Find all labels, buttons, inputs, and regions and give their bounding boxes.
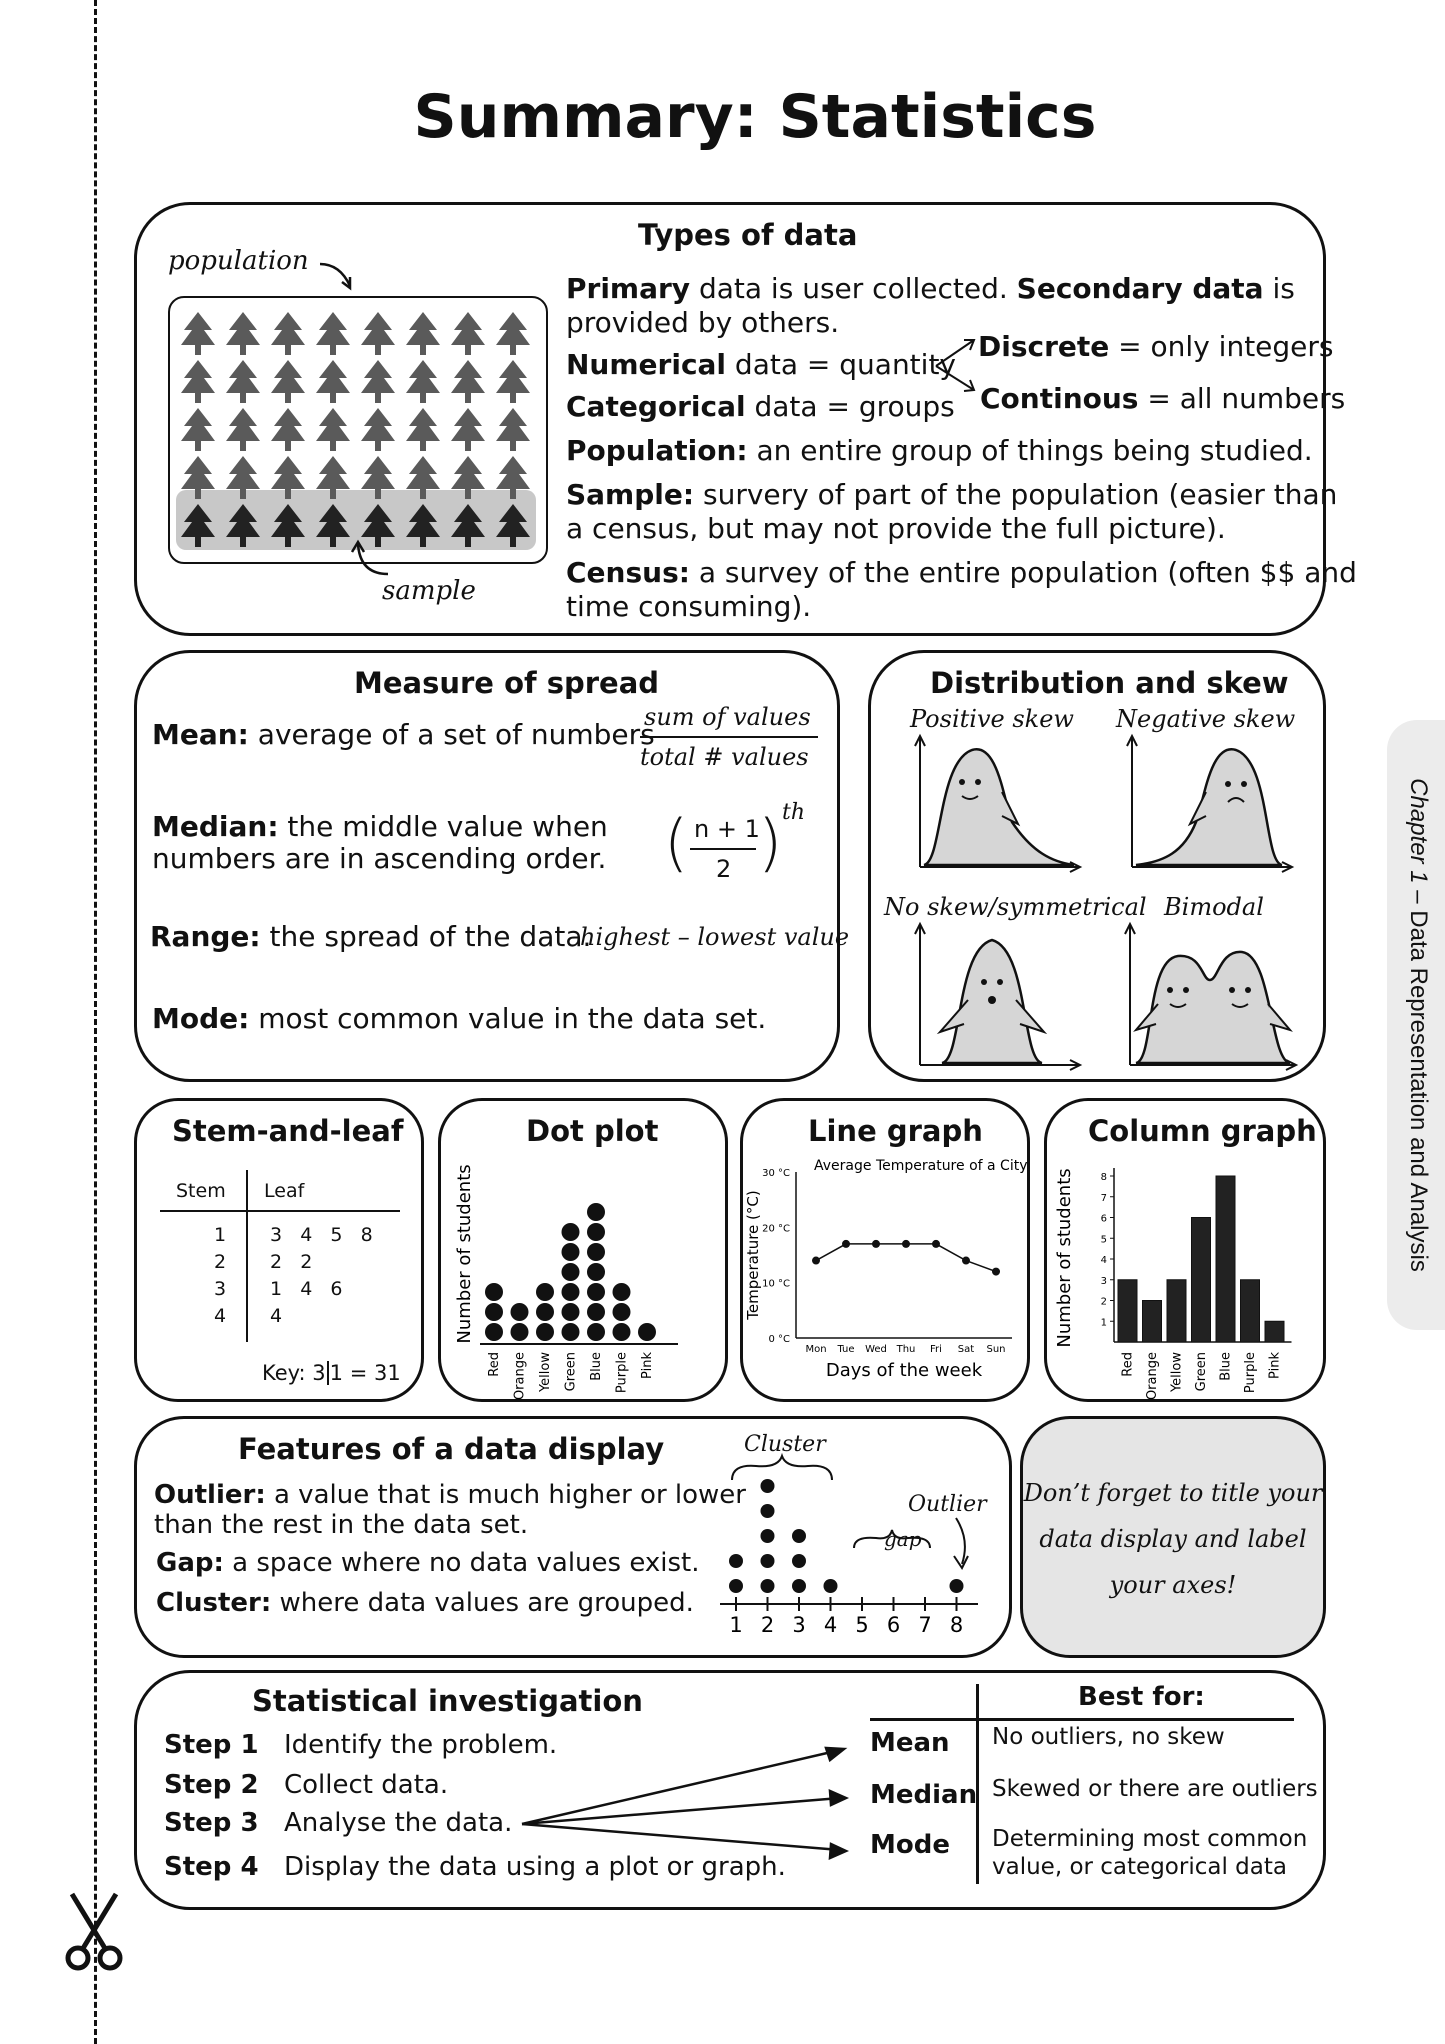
column-graph-ytick: 8	[1100, 1172, 1107, 1183]
tree-trunk	[420, 441, 426, 451]
gap-label: gap	[884, 1527, 922, 1551]
census-line-2: time consuming).	[566, 590, 812, 623]
tree-icon	[406, 360, 440, 393]
features-dot	[761, 1529, 775, 1543]
tree-trunk	[375, 345, 381, 355]
median-paren-left: (	[664, 806, 689, 879]
step-text: Collect data.	[284, 1770, 449, 1800]
tree-grid	[176, 304, 536, 554]
features-xtick: 6	[886, 1613, 901, 1637]
line-graph-point	[842, 1240, 850, 1248]
tree-icon	[226, 360, 260, 393]
dot-plot-ylabel: Number of students	[454, 1164, 475, 1344]
column-graph-ytick: 4	[1100, 1255, 1107, 1266]
population-arrow-icon	[318, 258, 354, 292]
bimodal-ghost	[1122, 920, 1302, 1070]
tree-icon	[226, 504, 260, 537]
dot-plot-dot	[485, 1323, 503, 1341]
tree-trunk	[510, 345, 516, 355]
column-graph-bar	[1118, 1280, 1137, 1342]
tree-icon	[406, 504, 440, 537]
tree-icon	[181, 312, 215, 345]
line-graph-xtick: Thu	[896, 1344, 916, 1355]
line-graph-point	[812, 1257, 820, 1265]
tree-trunk	[465, 393, 471, 403]
dot-plot-dot	[562, 1263, 580, 1281]
line-graph-point	[872, 1240, 880, 1248]
dot-plot-dot	[562, 1323, 580, 1341]
measure-best-for-2: value, or categorical data	[992, 1854, 1287, 1880]
line-graph-point	[932, 1240, 940, 1248]
range-formula: highest – lowest value	[580, 923, 850, 951]
measure-name: Median	[870, 1780, 978, 1810]
numerical-line: Numerical data = quantity	[566, 348, 956, 381]
line-graph-chart	[744, 1150, 1026, 1398]
dot-plot-dot	[587, 1203, 605, 1221]
dot-plot-dot	[613, 1283, 631, 1301]
features-xtick: 7	[918, 1613, 932, 1637]
tree-icon	[361, 408, 395, 441]
dot-plot-category: Orange	[512, 1352, 528, 1401]
tree-icon	[271, 312, 305, 345]
tree-icon	[181, 456, 215, 489]
column-graph-category: Red	[1120, 1352, 1136, 1377]
step-label: Step 3	[164, 1808, 259, 1838]
column-graph-category: Green	[1194, 1352, 1209, 1392]
cut-line	[94, 0, 97, 2044]
outlier-line: Outlier: a value that is much higher or lower	[154, 1480, 746, 1510]
dot-plot-dot	[613, 1323, 631, 1341]
sample-line: Sample: survery of part of the population (easier than	[566, 478, 1338, 511]
measure-best-for: Skewed or there are outliers	[992, 1776, 1318, 1802]
stem-value: 2	[214, 1251, 227, 1273]
mean-fraction-bar	[640, 736, 818, 738]
tree-icon	[496, 504, 530, 537]
tree-icon	[271, 504, 305, 537]
step-label: Step 4	[164, 1852, 259, 1882]
census-line: Census: a survey of the entire population (often $$ and	[566, 556, 1357, 589]
features-dot	[792, 1554, 806, 1568]
range-line: Range: the spread of the data.	[150, 920, 592, 953]
best-for-header-rule	[870, 1718, 1294, 1721]
column-graph-ytick: 1	[1100, 1317, 1107, 1329]
line-graph-ytick: 30 °C	[762, 1168, 790, 1179]
tree-icon	[226, 312, 260, 345]
tree-trunk	[240, 489, 246, 499]
features-dot	[761, 1554, 775, 1568]
stem-value: 1	[214, 1224, 227, 1246]
tree-trunk	[330, 537, 336, 547]
outlier-arrowhead	[954, 1556, 968, 1568]
tree-icon	[181, 360, 215, 393]
measure-best-for: No outliers, no skew	[992, 1724, 1225, 1750]
mean-numerator: sum of values	[644, 703, 811, 731]
dot-plot-dot	[562, 1303, 580, 1321]
sample-line-2: a census, but may not provide the full picture).	[566, 512, 1226, 545]
tree-trunk	[465, 489, 471, 499]
line-graph-ytick: 20 °C	[762, 1223, 790, 1235]
outlier-line-2: than the rest in the data set.	[154, 1510, 529, 1540]
column-graph-ytick: 7	[1100, 1192, 1107, 1204]
line-graph-xtick: Wed	[865, 1344, 887, 1355]
dot-plot-chart	[452, 1158, 722, 1401]
tree-trunk	[510, 441, 516, 451]
bimodal-label: Bimodal	[1164, 893, 1264, 921]
negative-skew-ghost	[1124, 732, 1294, 872]
best-for-header: Best for:	[1078, 1682, 1205, 1712]
tree-icon	[181, 504, 215, 537]
tree-trunk	[375, 441, 381, 451]
tree-trunk	[195, 489, 201, 499]
line-graph-subtitle: Average Temperature of a City	[814, 1158, 1028, 1174]
column-graph-category: Purple	[1243, 1352, 1258, 1394]
step-text: Identify the problem.	[284, 1730, 558, 1760]
median-denominator: 2	[716, 855, 732, 883]
tree-trunk	[285, 393, 291, 403]
features-dot	[792, 1579, 806, 1593]
line-graph-ylabel: Temperature (°C)	[744, 1190, 762, 1320]
tree-icon	[316, 456, 350, 489]
column-graph-ytick: 5	[1100, 1234, 1107, 1246]
tree-icon	[361, 504, 395, 537]
features-dot	[792, 1529, 806, 1543]
column-graph-chart	[1052, 1158, 1322, 1401]
features-heading: Features of a data display	[238, 1432, 665, 1466]
features-xtick: 3	[792, 1613, 806, 1637]
tree-trunk	[510, 537, 516, 547]
stem-leaf-row	[160, 1251, 400, 1278]
tree-icon	[406, 456, 440, 489]
tree-icon	[361, 312, 395, 345]
dot-plot-category: Pink	[640, 1352, 655, 1379]
line-graph-heading: Line graph	[808, 1114, 983, 1148]
tree-trunk	[465, 345, 471, 355]
dot-plot-dot	[613, 1303, 631, 1321]
column-graph-category: Pink	[1267, 1352, 1283, 1379]
stem-leaf-key: Key: 3 1 = 31	[262, 1361, 401, 1385]
column-graph-category: Blue	[1218, 1352, 1234, 1381]
outlier-label: Outlier	[908, 1492, 987, 1517]
column-graph-bar	[1265, 1321, 1284, 1342]
population-line: Population: an entire group of things being studied.	[566, 434, 1313, 467]
tree-icon	[316, 312, 350, 345]
dot-plot-dot	[485, 1303, 503, 1321]
tree-trunk	[240, 537, 246, 547]
column-graph-bar	[1192, 1218, 1211, 1343]
leaf-values: 4	[270, 1305, 283, 1327]
median-line: Median: the middle value when	[152, 810, 608, 843]
column-graph-bar	[1167, 1280, 1186, 1342]
tree-trunk	[465, 537, 471, 547]
column-graph-bar	[1216, 1176, 1235, 1342]
dot-plot-category: Purple	[614, 1352, 630, 1394]
measure-best-for: Determining most common	[992, 1826, 1308, 1852]
cluster-brace	[732, 1456, 832, 1480]
tree-icon	[271, 360, 305, 393]
line-graph-point	[992, 1268, 1000, 1276]
tree-trunk	[375, 393, 381, 403]
tree-trunk	[240, 441, 246, 451]
mean-line: Mean: average of a set of numbers	[152, 718, 655, 751]
leaf-values: 1 4 6	[270, 1278, 343, 1300]
tree-trunk	[195, 537, 201, 547]
leaf-column-header: Leaf	[264, 1180, 305, 1202]
stem-leaf-row	[160, 1278, 400, 1305]
features-dot-plot	[716, 1456, 986, 1636]
tree-icon	[451, 408, 485, 441]
line-graph-xtick: Sat	[957, 1344, 975, 1355]
tree-trunk	[195, 393, 201, 403]
tree-icon	[451, 360, 485, 393]
features-dot	[729, 1579, 743, 1593]
features-xtick: 4	[823, 1613, 838, 1637]
reminder-line-1: Don’t forget to title your	[1023, 1479, 1323, 1507]
column-graph-category: Orange	[1145, 1352, 1160, 1401]
dot-plot-dot	[587, 1303, 605, 1321]
investigation-arrows-icon	[518, 1736, 858, 1866]
features-xtick: 1	[729, 1613, 743, 1637]
tree-icon	[181, 408, 215, 441]
dot-plot-dot	[587, 1283, 605, 1301]
tree-icon	[226, 408, 260, 441]
provided-line: provided by others.	[566, 306, 840, 339]
features-xtick: 2	[760, 1613, 775, 1637]
cluster-line: Cluster: where data values are grouped.	[156, 1588, 694, 1618]
line-graph-ytick: 0 °C	[768, 1334, 790, 1345]
discrete-line: Discrete = only integers	[978, 330, 1334, 363]
line-graph-xtick: Mon	[805, 1344, 827, 1355]
split-arrows-icon	[934, 334, 978, 394]
tree-trunk	[330, 489, 336, 499]
column-graph-category: Yellow	[1169, 1352, 1185, 1393]
features-dot	[729, 1554, 743, 1568]
median-numerator: n + 1	[694, 815, 760, 843]
tree-trunk	[330, 345, 336, 355]
mode-line: Mode: most common value in the data set.	[152, 1002, 767, 1035]
line-graph-series	[816, 1244, 996, 1272]
features-dot	[761, 1504, 775, 1518]
tree-trunk	[240, 393, 246, 403]
tree-icon	[496, 456, 530, 489]
dot-plot-dot	[587, 1323, 605, 1341]
dot-plot-category: Green	[563, 1352, 579, 1392]
cluster-label: Cluster	[744, 1432, 826, 1457]
leaf-values: 3 4 5 8	[270, 1224, 373, 1246]
stem-leaf-row	[160, 1305, 400, 1332]
dot-plot-dot	[562, 1243, 580, 1261]
column-graph-ytick: 2	[1100, 1296, 1107, 1308]
tree-icon	[316, 360, 350, 393]
tree-icon	[496, 360, 530, 393]
tree-icon	[406, 408, 440, 441]
column-graph-ytick: 3	[1100, 1275, 1107, 1287]
tree-icon	[316, 504, 350, 537]
reminder-line-2: data display and label	[1039, 1525, 1307, 1553]
gap-brace	[854, 1530, 930, 1548]
continuous-line: Continous = all numbers	[980, 382, 1346, 415]
tree-icon	[496, 408, 530, 441]
investigation-heading: Statistical investigation	[252, 1684, 643, 1718]
no-skew-label: No skew/symmetrical	[884, 893, 1147, 921]
tree-icon	[451, 312, 485, 345]
tree-trunk	[240, 345, 246, 355]
page-title: Summary: Statistics	[413, 82, 1097, 152]
leaf-values: 2 2	[270, 1251, 313, 1273]
tree-icon	[496, 312, 530, 345]
step-text: Analyse the data.	[284, 1808, 513, 1838]
tree-icon	[361, 360, 395, 393]
dot-plot-dot	[536, 1303, 554, 1321]
tree-trunk	[375, 489, 381, 499]
features-dot	[761, 1479, 775, 1493]
tree-trunk	[330, 393, 336, 403]
reminder-line-3: your axes!	[1109, 1571, 1237, 1599]
stem-value: 4	[214, 1305, 227, 1327]
step-label: Step 1	[164, 1730, 259, 1760]
features-dot	[824, 1579, 838, 1593]
dot-plot-category: Blue	[589, 1352, 604, 1381]
tree-trunk	[285, 537, 291, 547]
tree-trunk	[195, 345, 201, 355]
skew-heading: Distribution and skew	[930, 666, 1289, 700]
tree-icon	[271, 456, 305, 489]
dot-plot-dot	[587, 1263, 605, 1281]
features-xtick: 8	[949, 1613, 964, 1637]
column-graph-bar	[1143, 1301, 1162, 1343]
tree-icon	[271, 408, 305, 441]
spread-heading: Measure of spread	[354, 666, 660, 700]
scissors-icon	[62, 1892, 126, 1972]
tree-icon	[316, 408, 350, 441]
tree-trunk	[465, 441, 471, 451]
side-tab-text: Chapter 1 – Data Representation and Analysis	[1405, 778, 1432, 1272]
tree-trunk	[510, 489, 516, 499]
dot-plot-dot	[562, 1283, 580, 1301]
measure-name: Mode	[870, 1830, 950, 1860]
features-dot	[761, 1579, 775, 1593]
dot-plot-dot	[536, 1283, 554, 1301]
median-fraction-bar	[690, 848, 756, 850]
sample-label: sample	[382, 576, 476, 606]
tree-trunk	[285, 345, 291, 355]
primary-line: Primary data is user collected. Secondary data is	[566, 272, 1295, 305]
tree-icon	[451, 504, 485, 537]
dot-plot-category: Red	[487, 1352, 502, 1377]
line-graph-point	[902, 1240, 910, 1248]
median-superscript: th	[782, 800, 806, 825]
dot-plot-dot	[511, 1303, 529, 1321]
dot-plot-dot	[536, 1323, 554, 1341]
tree-icon	[451, 456, 485, 489]
positive-skew-label: Positive skew	[910, 705, 1074, 733]
types-heading: Types of data	[638, 218, 858, 252]
population-label: population	[168, 246, 309, 276]
tree-icon	[226, 456, 260, 489]
tree-icon	[406, 312, 440, 345]
tree-trunk	[510, 393, 516, 403]
positive-skew-ghost	[912, 732, 1082, 872]
column-graph-bar	[1241, 1280, 1260, 1342]
column-graph-ylabel: Number of students	[1054, 1168, 1075, 1348]
line-graph-point	[962, 1257, 970, 1265]
line-graph-xlabel: Days of the week	[825, 1360, 983, 1381]
dot-plot-heading: Dot plot	[526, 1114, 659, 1148]
dot-plot-dot	[587, 1223, 605, 1241]
tree-trunk	[420, 489, 426, 499]
tree-trunk	[420, 345, 426, 355]
stem-leaf-heading: Stem-and-leaf	[172, 1114, 404, 1148]
gap-line: Gap: a space where no data values exist.	[156, 1548, 700, 1578]
dot-plot-dot	[638, 1323, 656, 1341]
stem-column-header: Stem	[176, 1180, 226, 1202]
symmetrical-ghost	[912, 920, 1082, 1070]
dot-plot-category: Yellow	[538, 1352, 553, 1393]
negative-skew-label: Negative skew	[1116, 705, 1296, 733]
stem-value: 3	[214, 1278, 227, 1300]
stem-leaf-header-rule	[160, 1210, 400, 1212]
line-graph-xtick: Tue	[837, 1344, 855, 1355]
median-paren-right: )	[758, 806, 783, 879]
step-text: Display the data using a plot or graph.	[284, 1852, 786, 1882]
stem-leaf-row	[160, 1224, 400, 1251]
dot-plot-dot	[485, 1283, 503, 1301]
line-graph-xtick: Sun	[986, 1344, 1006, 1355]
dot-plot-dot	[511, 1323, 529, 1341]
column-graph-heading: Column graph	[1088, 1114, 1317, 1148]
dot-plot-dot	[587, 1243, 605, 1261]
step-label: Step 2	[164, 1770, 259, 1800]
tree-trunk	[330, 441, 336, 451]
line-graph-ytick: 10 °C	[762, 1278, 790, 1290]
median-line-2: numbers are in ascending order.	[152, 842, 607, 875]
tree-trunk	[285, 489, 291, 499]
tree-icon	[361, 456, 395, 489]
mean-denominator: total # values	[640, 743, 809, 771]
line-graph-xtick: Fri	[930, 1344, 942, 1355]
features-xtick: 5	[855, 1613, 869, 1637]
tree-trunk	[285, 441, 291, 451]
dot-plot-dot	[562, 1223, 580, 1241]
tree-trunk	[195, 441, 201, 451]
tree-trunk	[420, 393, 426, 403]
categorical-line: Categorical data = groups	[566, 390, 955, 423]
column-graph-ytick: 6	[1100, 1213, 1107, 1225]
tree-trunk	[420, 537, 426, 547]
features-dot	[950, 1579, 964, 1593]
measure-name: Mean	[870, 1728, 950, 1758]
outlier-arrow	[956, 1518, 965, 1564]
